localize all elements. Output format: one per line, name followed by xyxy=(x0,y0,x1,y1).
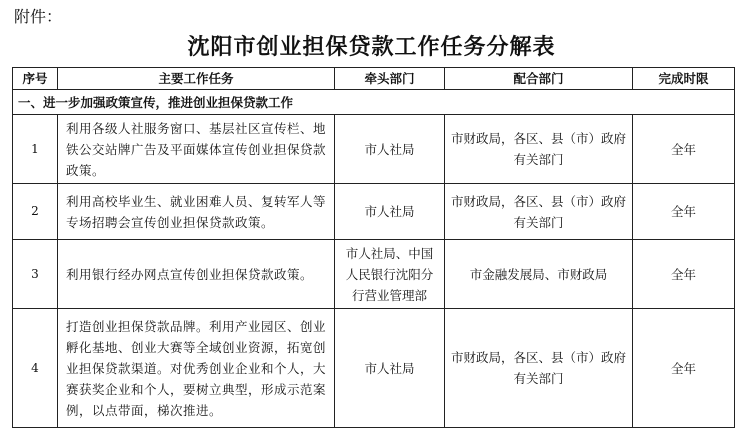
table-row xyxy=(13,115,735,184)
row-cooperate: 市财政局，各区、县（市）政府有关部门 xyxy=(445,184,633,240)
row-task: 利用各级人社服务窗口、基层社区宣传栏、地铁公交站牌广告及平面媒体宣传创业担保贷款政策。 xyxy=(58,115,335,184)
row-lead: 市人社局 xyxy=(335,115,445,184)
table-header-row xyxy=(13,68,735,90)
row-no: 2 xyxy=(13,184,58,240)
task-table xyxy=(12,67,735,428)
header-lead: 牵头部门 xyxy=(335,68,445,90)
row-cooperate: 市金融发展局、市财政局 xyxy=(445,240,633,309)
row-deadline: 全年 xyxy=(633,309,735,428)
row-no: 3 xyxy=(13,240,58,309)
section-row xyxy=(13,90,735,115)
header-deadline: 完成时限 xyxy=(633,68,735,90)
row-task: 利用银行经办网点宣传创业担保贷款政策。 xyxy=(58,240,335,309)
document-title: 沈阳市创业担保贷款工作任务分解表 xyxy=(187,35,556,60)
section-title: 一、进一步加强政策宣传，推进创业担保贷款工作 xyxy=(13,90,735,115)
row-deadline: 全年 xyxy=(633,184,735,240)
header-no: 序号 xyxy=(13,68,58,90)
row-no: 1 xyxy=(13,115,58,184)
table-row xyxy=(13,309,735,428)
row-lead: 市人社局、中国人民银行沈阳分行营业管理部 xyxy=(335,240,445,309)
row-cooperate: 市财政局，各区、县（市）政府有关部门 xyxy=(445,309,633,428)
row-no: 4 xyxy=(13,309,58,428)
row-deadline: 全年 xyxy=(633,240,735,309)
table-row xyxy=(13,184,735,240)
row-lead: 市人社局 xyxy=(335,309,445,428)
row-task: 利用高校毕业生、就业困难人员、复转军人等专场招聘会宣传创业担保贷款政策。 xyxy=(58,184,335,240)
attachment-label: 附件： xyxy=(14,7,63,26)
row-task: 打造创业担保贷款品牌。利用产业园区、创业孵化基地、创业大赛等全域创业资源，拓宽创业担保贷款渠道。对优秀创业企业和个人，大赛获奖企业和个人，要树立典型，形成示范案例，以点带面，梯次推进。 xyxy=(58,309,335,428)
table-row xyxy=(13,240,735,309)
row-deadline: 全年 xyxy=(633,115,735,184)
row-lead: 市人社局 xyxy=(335,184,445,240)
header-task: 主要工作任务 xyxy=(58,68,335,90)
header-cooperate: 配合部门 xyxy=(445,68,633,90)
row-cooperate: 市财政局，各区、县（市）政府有关部门 xyxy=(445,115,633,184)
